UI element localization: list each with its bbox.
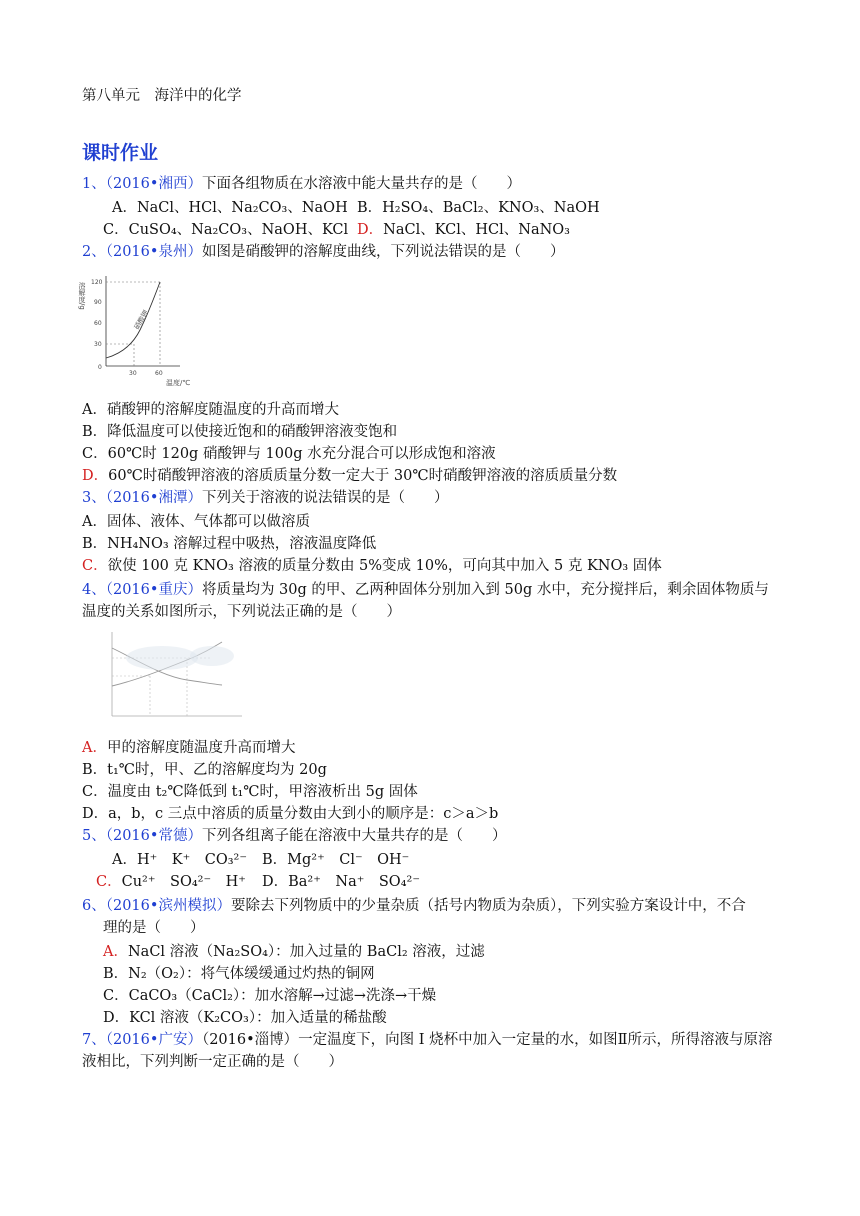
residual-solid-figure <box>92 628 252 726</box>
option-letter: D． <box>357 222 384 238</box>
y-tick: 90 <box>94 299 102 306</box>
question-4-stem-cont: 温度的关系如图所示，下列说法正确的是（ ） <box>82 604 401 620</box>
question-text: 将质量均为 30g 的甲、乙两种固体分别加入到 50g 水中，充分搅拌后，剩余固体物质与 <box>201 582 769 598</box>
question-4-stem <box>82 580 769 600</box>
option-b: B．NH₄NO₃ 溶解过程中吸热，溶液温度降低 <box>82 536 377 552</box>
option-b: B．Mg²⁺ Cl⁻ OH⁻ <box>262 852 410 868</box>
option-d: D．KCl 溶液（K₂CO₃）：加入适量的稀盐酸 <box>103 1010 387 1026</box>
question-2-stem <box>82 242 564 262</box>
option-b: B．H₂SO₄、BaCl₂、KNO₃、NaOH <box>357 200 600 216</box>
question-source: （2016•湘潭） <box>105 490 202 506</box>
section-title: 课时作业 <box>82 142 159 164</box>
question-7-stem-cont: 液相比，下列判断一定正确的是（ ） <box>82 1054 343 1070</box>
unit-title: 第八单元 海洋中的化学 <box>82 88 242 104</box>
option-c <box>96 872 246 892</box>
option-text: 欲使 100 克 KNO₃ 溶液的质量分数由 5%变成 10%，可向其中加入 5 克 KNO₃ 固体 <box>107 558 662 574</box>
option-b: B．降低温度可以使接近饱和的硝酸钾溶液变饱和 <box>82 424 398 440</box>
option-text: 60℃时硝酸钾溶液的溶质质量分数一定大于 30℃时硝酸钾溶液的溶质质量分数 <box>108 468 618 484</box>
question-6-stem-cont: 理的是（ ） <box>103 920 205 936</box>
option-letter: A． <box>103 944 128 960</box>
question-1-stem <box>82 174 521 194</box>
option-a: A．固体、液体、气体都可以做溶质 <box>82 514 310 530</box>
option-c <box>82 556 662 576</box>
question-number: 2、 <box>82 244 106 260</box>
option-c: C．CaCO₃（CaCl₂）：加水溶解→过滤→洗涤→干燥 <box>103 988 437 1004</box>
y-tick: 120 <box>91 279 103 286</box>
option-letter: D． <box>82 468 109 484</box>
question-number: 5、 <box>82 828 106 844</box>
y-axis-label: 溶解度/g <box>78 282 86 310</box>
option-b: B．N₂（O₂）：将气体缓缓通过灼热的铜网 <box>103 966 375 982</box>
option-c: C．CuSO₄、Na₂CO₃、NaOH、KCl <box>103 222 349 238</box>
question-6-stem <box>82 896 746 916</box>
option-c: C．温度由 t₂℃降低到 t₁℃时，甲溶液析出 5g 固体 <box>82 784 418 800</box>
curve-label: 硝酸钾 <box>132 308 151 331</box>
y-tick: 30 <box>94 341 102 348</box>
question-text: 下列关于溶液的说法错误的是（ ） <box>201 490 449 506</box>
option-letter: C． <box>96 874 122 890</box>
option-letter: A． <box>82 740 107 756</box>
option-text: NaCl、KCl、HCl、NaNO₃ <box>383 222 570 238</box>
option-text: 甲的溶解度随温度升高而增大 <box>106 740 296 756</box>
question-source: （2016•泉州） <box>105 244 202 260</box>
option-d: D．Ba²⁺ Na⁺ SO₄²⁻ <box>262 874 420 890</box>
question-source: （2016•滨州模拟） <box>105 898 231 914</box>
option-a <box>82 738 295 758</box>
y-tick: 60 <box>94 320 102 327</box>
question-text: 下列各组离子能在溶液中大量共存的是（ ） <box>201 828 507 844</box>
question-5-stem <box>82 826 506 846</box>
question-text: 要除去下列物质中的少量杂质（括号内物质为杂质），下列实验方案设计中，不合 <box>230 898 746 914</box>
option-text: NaCl 溶液（Na₂SO₄）：加入过量的 BaCl₂ 溶液，过滤 <box>127 944 485 960</box>
x-axis-label: 温度/℃ <box>166 379 191 387</box>
question-text: 如图是硝酸钾的溶解度曲线，下列说法错误的是（ ） <box>201 244 565 260</box>
question-7-stem <box>82 1030 772 1050</box>
option-d <box>357 220 570 240</box>
kno3-curve <box>106 282 160 358</box>
option-a: A．硝酸钾的溶解度随温度的升高而增大 <box>82 402 339 418</box>
option-b: B．t₁℃时，甲、乙的溶解度均为 20g <box>82 762 327 778</box>
question-text: 下面各组物质在水溶液中能大量共存的是（ ） <box>201 176 521 192</box>
question-text: （2016•淄博）一定温度下，向图 I 烧杯中加入一定量的水，如图Ⅱ所示，所得溶液与原溶 <box>201 1032 773 1048</box>
question-number: 3、 <box>82 490 106 506</box>
question-source: （2016•常德） <box>105 828 202 844</box>
option-c: C．60℃时 120g 硝酸钾与 100g 水充分混合可以形成饱和溶液 <box>82 446 496 462</box>
question-number: 1、 <box>82 176 106 192</box>
question-source: （2016•广安） <box>105 1032 202 1048</box>
option-d <box>82 466 617 486</box>
option-a <box>103 942 485 962</box>
question-number: 7、 <box>82 1032 106 1048</box>
question-source: （2016•重庆） <box>105 582 202 598</box>
question-number: 6、 <box>82 898 106 914</box>
question-source: （2016•湘西） <box>105 176 202 192</box>
option-d: D．a，b，c 三点中溶质的质量分数由大到小的顺序是：c＞a＞b <box>82 806 499 822</box>
y-tick: 0 <box>98 364 102 371</box>
solubility-curve-figure <box>80 268 210 388</box>
option-a: A．H⁺ K⁺ CO₃²⁻ <box>112 852 248 868</box>
x-tick: 30 <box>129 370 137 377</box>
option-a: A．NaCl、HCl、Na₂CO₃、NaOH <box>112 200 348 216</box>
option-text: Cu²⁺ SO₄²⁻ H⁺ <box>121 874 246 890</box>
x-tick: 60 <box>155 370 163 377</box>
option-letter: C． <box>82 558 108 574</box>
question-3-stem <box>82 488 448 508</box>
question-number: 4、 <box>82 582 106 598</box>
